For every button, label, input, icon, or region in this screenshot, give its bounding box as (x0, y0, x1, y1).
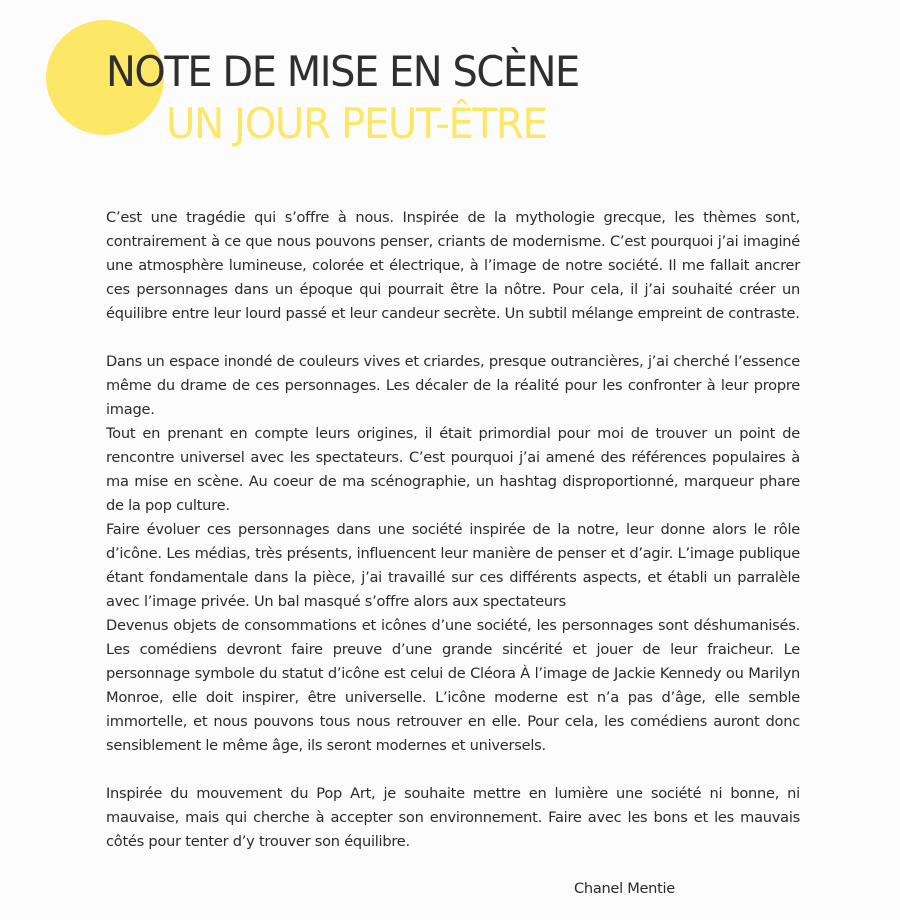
paragraph-icons: Faire évoluer ces personnages dans une société inspirée de la notre, leur donne alors le rôle d’icône. Les médias, très présents, influencent leur manière de penser et d’agir. L’image publique étant fondamentale dans la pièce, j’ai travaillé sur ces différents aspects, et établi un parralèle avec l’image privée. Un bal masqué s’offre alors aux spectateurs (106, 521, 800, 610)
paragraph-space: Dans un espace inondé de couleurs vives et criardes, presque outrancières, j’ai cherché l’essence même du drame de ces personnages. Les décaler de la réalité pour les confronter à leur propre image. (106, 353, 800, 418)
note-body (106, 206, 800, 854)
page-title: NOTE DE MISE EN SCÈNE (106, 47, 579, 96)
page-subtitle: UN JOUR PEUT-ÊTRE (166, 99, 547, 148)
paragraph-origins: Tout en prenant en compte leurs origines, il était primordial pour moi de trouver un point de rencontre universel avec les spectateurs. C’est pourquoi j’ai amené des références populaires à ma mise en scène. Au coeur de ma scénographie, un hashtag disproportionné, marqueur phare de la pop culture. (106, 425, 800, 514)
author-signature: Chanel Mentie (574, 880, 675, 897)
paragraph-intro: C’est une tragédie qui s’offre à nous. Inspirée de la mythologie grecque, les thèmes sont, contrairement à ce que nous pouvons penser, criants de modernisme. C’est pourquoi j’ai imaginé une atmosphère lumineuse, colorée et électrique, à l’image de notre société. Il me fallait ancrer ces personnages dans un époque qui pourrait être la nôtre. Pour cela, il j’ai souhaité créer un équilibre entre leur lourd passé et leur candeur secrète. Un subtil mélange empreint de contraste. (106, 209, 800, 322)
paragraph-pop-art: Inspirée du mouvement du Pop Art, je souhaite mettre en lumière une société ni bonne, ni mauvaise, mais qui cherche à accepter son environnement. Faire avec les bons et les mauvais côtés pour tenter d’y trouver son équilibre. (106, 785, 800, 850)
paragraph-consumption: Devenus objets de consommations et icônes d’une société, les personnages sont déshumanisés. Les comédiens devront faire preuve d’une grande sincérité et jouer de leur fraicheur. Le personnage symbole du statut d’icône est celui de Cléora À l’image de Jackie Kennedy ou Marilyn Monroe, elle doit inspirer, être universelle. L’icône moderne est n’a pas d’âge, elle semble immortelle, et nous pouvons tous nous retrouver en elle. Pour cela, les comédiens auront donc sensiblement le même âge, ils seront modernes et universels. (106, 617, 800, 754)
